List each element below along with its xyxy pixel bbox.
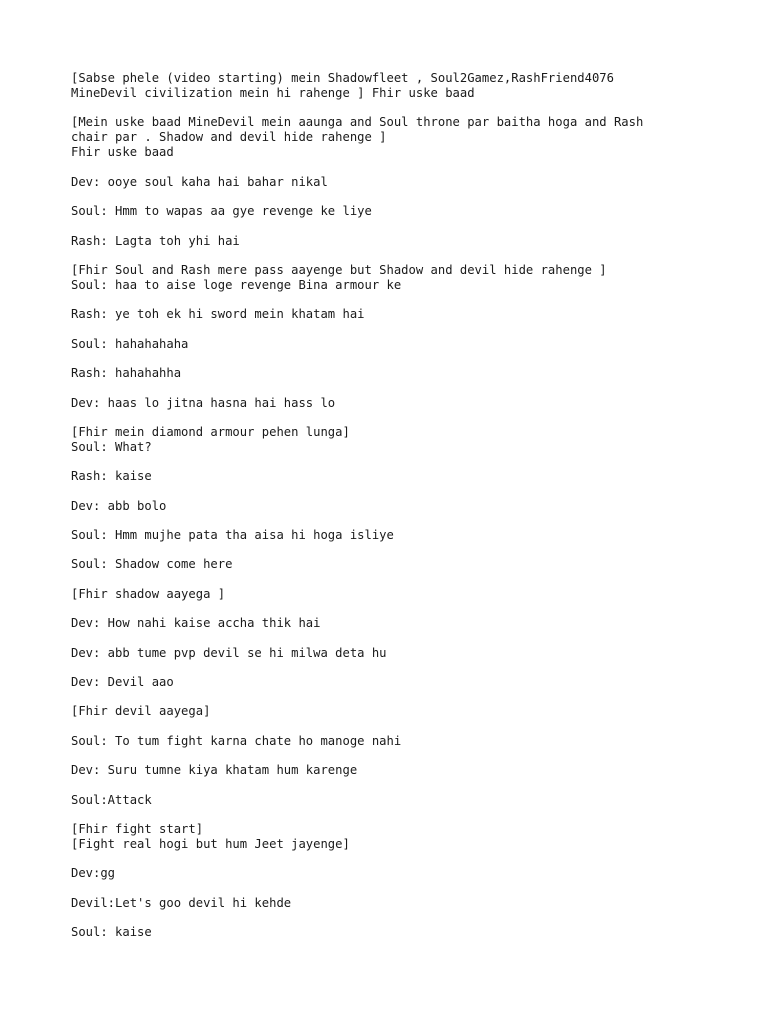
- script-line: Rash: hahahahha: [71, 366, 182, 381]
- script-paragraph: [71, 734, 711, 749]
- script-line: [Mein uske baad MineDevil mein aaunga and Soul throne par baitha hoga and Rash: [71, 115, 644, 130]
- script-line: chair par . Shadow and devil hide rahenge ]: [71, 130, 387, 145]
- script-line: [Fhir shadow aayega ]: [71, 586, 226, 601]
- script-paragraph: [71, 263, 711, 293]
- script-paragraph: [71, 896, 711, 911]
- script-line: Rash: kaise: [71, 469, 152, 484]
- document-page: [71, 71, 711, 955]
- script-line: Dev: ooye soul kaha hai bahar nikal: [71, 174, 328, 189]
- script-line: Dev: haas lo jitna hasna hai hass lo: [71, 395, 336, 410]
- script-paragraph: [71, 425, 711, 455]
- script-line: Fhir uske baad: [71, 145, 174, 160]
- script-line: [Fight real hogi but hum Jeet jayenge]: [71, 836, 350, 851]
- script-paragraph: [71, 175, 711, 190]
- script-line: Soul: Shadow come here: [71, 557, 233, 572]
- script-paragraph: [71, 499, 711, 514]
- script-line: Dev: abb tume pvp devil se hi milwa deta hu: [71, 645, 387, 660]
- script-paragraph: [71, 528, 711, 543]
- script-paragraph: [71, 71, 711, 101]
- script-line: [Fhir Soul and Rash mere pass aayenge but Shadow and devil hide rahenge ]: [71, 262, 607, 277]
- script-paragraph: [71, 675, 711, 690]
- script-paragraph: [71, 337, 711, 352]
- script-line: Dev: abb bolo: [71, 498, 167, 513]
- script-paragraph: [71, 646, 711, 661]
- script-line: Soul: kaise: [71, 925, 152, 940]
- script-paragraph: [71, 366, 711, 381]
- script-line: Soul: Hmm mujhe pata tha aisa hi hoga isliye: [71, 528, 394, 543]
- script-line: Dev: Suru tumne kiya khatam hum karenge: [71, 763, 358, 778]
- script-paragraph: [71, 822, 711, 852]
- script-paragraph: [71, 234, 711, 249]
- script-line: MineDevil civilization mein hi rahenge ] Fhir uske baad: [71, 86, 475, 100]
- script-paragraph: [71, 587, 711, 602]
- script-paragraph: [71, 204, 711, 219]
- script-line: Dev: Devil aao: [71, 675, 174, 690]
- script-paragraph: [71, 763, 711, 778]
- script-line: Soul: hahahahaha: [71, 336, 189, 351]
- script-paragraph: [71, 793, 711, 808]
- script-paragraph: [71, 469, 711, 484]
- script-line: Soul: Hmm to wapas aa gye revenge ke liye: [71, 204, 372, 219]
- script-line: Soul: What?: [71, 439, 152, 454]
- script-line: Rash: ye toh ek hi sword mein khatam hai: [71, 307, 365, 322]
- script-paragraph: [71, 115, 711, 160]
- script-line: [Fhir fight start]: [71, 821, 204, 836]
- script-line: [Sabse phele (video starting) mein Shadowfleet , Soul2Gamez,RashFriend4076: [71, 71, 614, 85]
- script-paragraph: [71, 866, 711, 881]
- script-line: Rash: Lagta toh yhi hai: [71, 233, 240, 248]
- script-line: Soul: haa to aise loge revenge Bina armour ke: [71, 277, 402, 292]
- script-line: Soul: To tum fight karna chate ho manoge nahi: [71, 733, 402, 748]
- script-paragraph: [71, 396, 711, 411]
- script-paragraph: [71, 307, 711, 322]
- script-line: Dev: How nahi kaise accha thik hai: [71, 616, 321, 631]
- script-paragraph: [71, 925, 711, 940]
- script-line: Devil:Let's goo devil hi kehde: [71, 895, 292, 910]
- script-line: [Fhir mein diamond armour pehen lunga]: [71, 424, 350, 439]
- script-line: Dev:gg: [71, 866, 116, 881]
- script-line: Soul:Attack: [71, 792, 152, 807]
- script-paragraph: [71, 704, 711, 719]
- script-paragraph: [71, 557, 711, 572]
- script-line: [Fhir devil aayega]: [71, 704, 211, 719]
- script-paragraph: [71, 616, 711, 631]
